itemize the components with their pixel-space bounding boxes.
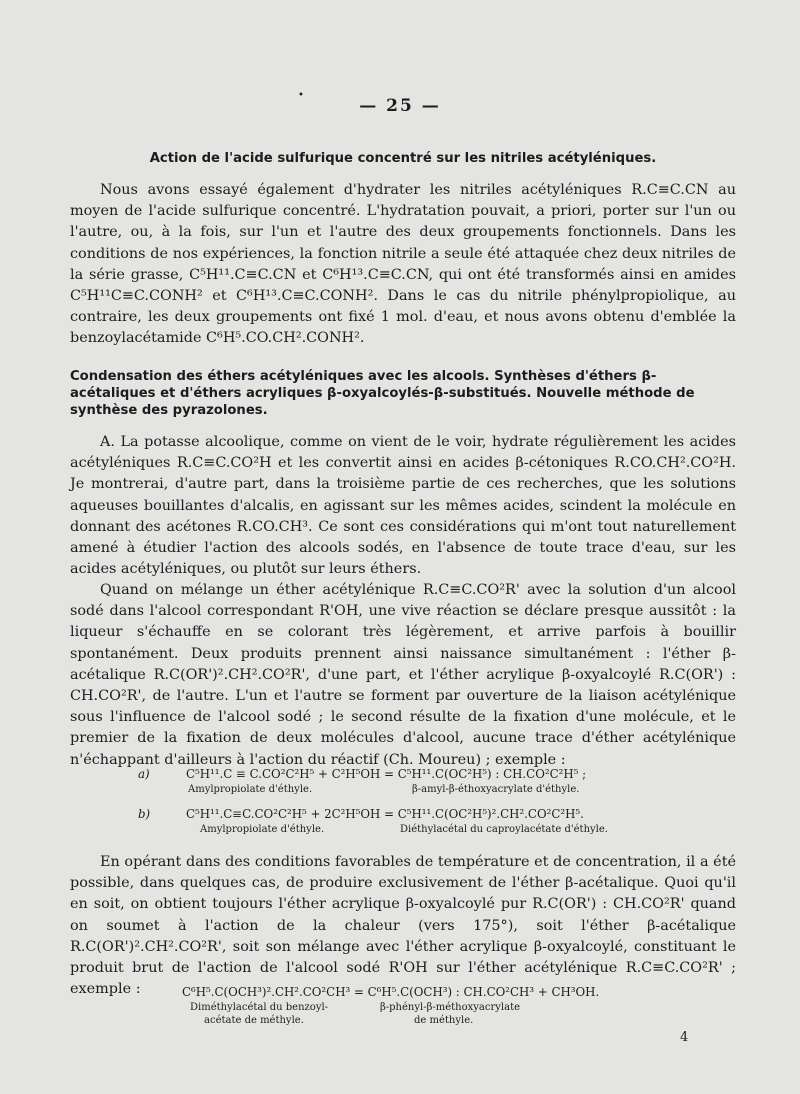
paragraph-b: Quand on mélange un éther acétylénique R.C≡C.CO²R' avec la solution d'un alcool sodé dans l'alcool correspondant R'OH, une vive réaction se déclare presque aussitôt : la liqueur s'échauffe en se colorant très légèrement, et arrive parfois à bouillir spontanément. Deux produits prennent ainsi naissance simultanément : l'éther β-acétalique R.C(OR')².CH².CO²R', d'une part, et l'éther acrylique β-oxyalcoylé R.C(OR') : CH.CO²R', de l'autre. L'un et l'autre se forment par ouverture de la liaison acétylénique sous l'influence de l'alcool sodé ; le second résulte de la fixation d'une molécule, et le premier de la fixation de deux molécules d'alcool, aucune trace d'éther acétylénique n'échappant d'ailleurs à l'action du réactif (Ch. Moureu) ; exemple : bbox=[70, 582, 736, 768]
corner-mark: 4 bbox=[680, 1030, 689, 1045]
formula-a-label: a) bbox=[138, 767, 150, 781]
formula-c-name-left-2: acétate de méthyle. bbox=[204, 1015, 304, 1026]
formula-c-equation: C⁶H⁵.C(OCH³)².CH².CO²CH³ = C⁶H⁵.C(OCH³) : CH.CO²CH³ + CH³OH. bbox=[182, 985, 600, 999]
formula-a-name-left: Amylpropiolate d'éthyle. bbox=[188, 784, 313, 795]
formula-c-name-right-1: β-phényl-β-méthoxyacrylate bbox=[380, 1002, 521, 1013]
formula-b-name-right: Diéthylacétal du caproylacétate d'éthyle. bbox=[400, 824, 608, 835]
section-heading-sulfuric-acid: Action de l'acide sulfurique concentré sur les nitriles acétyléniques. bbox=[149, 151, 657, 166]
formula-b-equation: C⁵H¹¹.C≡C.CO²C²H⁵ + 2C²H⁵OH = C⁵H¹¹.C(OC²H⁵)².CH².CO²C²H⁵. bbox=[186, 807, 584, 821]
paragraph-c: En opérant dans des conditions favorables de température et de concentration, il a été possible, dans quelques cas, de produire exclusivement de l'éther β-acétalique. Quoi qu'il en soit, on obtient toujours l'éther acrylique β-oxyalcoylé pur R.C(OR') : CH.CO²R' quand on soumet à l'action de la chaleur (vers 175°), soit l'éther β-acétalique R.C(OR')².CH².CO²R', soit son mélange avec l'éther acrylique β-oxyalcoylé, constituant le produit brut de l'action de l'alcool sodé R'OH sur l'éther acétylénique R.C≡C.CO²R' ; exemple : bbox=[70, 854, 736, 998]
paragraph-nitriles: Nous avons essayé également d'hydrater les nitriles acétyléniques R.C≡C.CN au moyen de l'acide sulfurique concentré. L'hydratation pouvait, a priori, porter sur l'un ou l'autre, ou, à la fois, sur l'un et l'autre des deux groupements fonctionnels. Dans les conditions de nos expériences, la fonction nitrile a seule été attaquée chez deux nitriles de la série grasse, C⁵H¹¹.C≡C.CN et C⁶H¹³.C≡C.CN, qui ont été transformés ainsi en amides C⁵H¹¹C≡C.CONH² et C⁶H¹³.C≡C.CONH². Dans le cas du nitrile phénylpropiolique, au contraire, les deux groupements ont fixé 1 mol. d'eau, et nous avons obtenu d'emblée la benzoylacétamide C⁶H⁵.CO.CH².CONH². bbox=[70, 182, 736, 347]
section-heading-condensation: Condensation des éthers acétyléniques avec les alcools. Synthèses d'éthers β-acétaliques et d'éthers acryliques β-oxyalcoylés-β-substitués. Nouvelle méthode de synthèse des pyrazolones. bbox=[70, 369, 695, 418]
ink-dot: • bbox=[298, 90, 304, 101]
formula-a-equation: C⁵H¹¹.C ≡ C.CO²C²H⁵ + C²H⁵OH = C⁵H¹¹.C(OC²H⁵) : CH.CO²C²H⁵ ; bbox=[186, 767, 587, 781]
page-number: — 25 — bbox=[359, 96, 441, 116]
formula-c-name-right-2: de méthyle. bbox=[414, 1015, 474, 1026]
formula-a-name-right: β-amyl-β-éthoxyacrylate d'éthyle. bbox=[412, 784, 580, 795]
formula-b-name-left: Amylpropiolate d'éthyle. bbox=[200, 824, 325, 835]
formula-b-label: b) bbox=[138, 807, 151, 821]
formula-c-name-left-1: Diméthylacétal du benzoyl- bbox=[190, 1002, 329, 1013]
paragraph-a: A. La potasse alcoolique, comme on vient de le voir, hydrate régulièrement les acides acétyléniques R.C≡C.CO²H et les convertit ainsi en acides β-cétoniques R.CO.CH².CO²H. Je montrerai, d'autre part, dans la troisième partie de ces recherches, que les solutions aqueuses bouillantes d'alcalis, en agissant sur les mêmes acides, scindent la molécule en donnant des acétones R.CO.CH³. Ce sont ces considérations qui m'ont tout naturellement amené à étudier l'action des alcools sodés, en l'absence de toute trace d'eau, sur les acides acétyléniques, ou plutôt sur leurs éthers. bbox=[70, 434, 736, 578]
